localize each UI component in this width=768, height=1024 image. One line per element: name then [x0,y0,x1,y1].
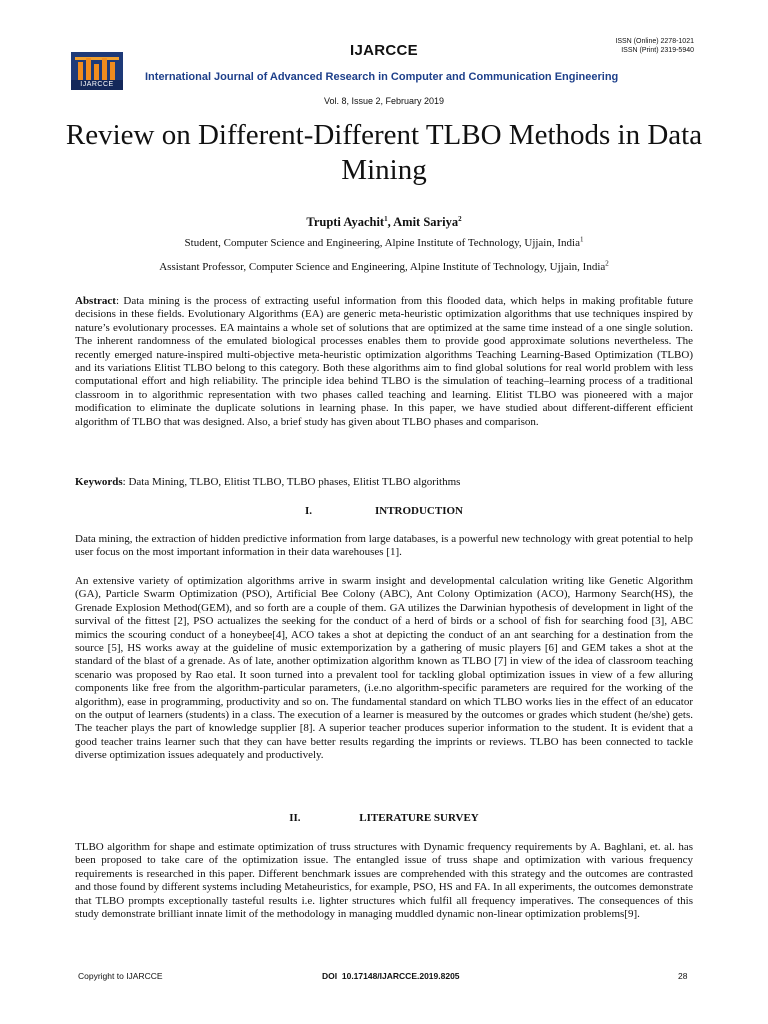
footer-copyright: Copyright to IJARCCE [78,971,163,981]
issn-print: ISSN (Print) 2319-5940 [621,47,694,54]
abstract-label: Abstract [75,295,116,307]
section-heading [75,812,693,824]
doi-value: 10.17148/IJARCCE.2019.8205 [341,971,460,981]
footer-doi [322,971,460,981]
logo-bar [110,62,115,80]
body-paragraph: TLBO algorithm for shape and estimate optimization of truss structures with Dynamic frequency requirements by A. Baghlani, et. al. has been proposed to take care of the optimization issue. The entangled issue of truss shape and optimization with various frequency requirements is researched in this paper. Different benchmark issues are comprehended with this strategy and the outcomes are contrasted and those found by different systems including Metaheuristics, for example, PSO, HS and FA. In all experiments, the outcomes demonstrate that TLBO prompts exceptionally tasteful results i.e. lighter structures which fulfil all frequency imperatives. The consequences of this study demonstrate brilliant innate limit of the methodology in managing muddled dynamic non-linear optimization problems[9]. [75,841,693,921]
logo-bar [78,62,83,80]
journal-abbreviation: IJARCCE [350,42,418,59]
author-line [0,215,768,230]
issn-block [615,37,694,55]
keywords-text: : Data Mining, TLBO, Elitist TLBO, TLBO phases, Elitist TLBO algorithms [122,476,461,488]
paper-title: Review on Different-Different TLBO Methods in Data Mining [65,119,703,186]
affiliation-text: Student, Computer Science and Engineering, Alpine Institute of Technology, Ujjain, India [184,237,580,249]
logo-text: IJARCCE [71,80,123,90]
affiliation-superscript: 1 [579,235,584,244]
keywords-label: Keywords [75,476,123,488]
volume-issue: Vol. 8, Issue 2, February 2019 [323,96,445,106]
keywords-paragraph [75,476,693,489]
author-separator: , [387,215,394,229]
section-number: I. [304,505,313,517]
author-superscript: 1 [384,214,388,223]
logo-bar [102,58,107,80]
journal-name: International Journal of Advanced Research in Computer and Communication Engineering [145,71,619,83]
body-paragraph: Data mining, the extraction of hidden predictive information from large databases, is a powerful new technology with great potential to help user focus on the most important information in their data warehouses [1]. [75,533,693,559]
section-title: INTRODUCTION [374,505,463,517]
section-title: LITERATURE SURVEY [359,812,479,824]
page-number: 28 [678,971,688,981]
author-name: Amit Sariya [393,215,459,229]
issn-online: ISSN (Online) 2278-1021 [615,38,694,45]
logo-bar [86,58,91,80]
body-paragraph: An extensive variety of optimization algorithms arrive in swarm insight and developmental calculation writing like Genetic Algorithm (GA), Particle Swarm Optimization (PSO), Artificial Bee Colony (ABC), Ant Colony Optimization (ACO), Harmony Search(HS), the Grenade Explosion Method(GEM), and so forth are a couple of them. GA utilizes the Darwinian hypothesis of development in light of the survival of the fittest [2], PSO actualizes the seeking for the conduct of a herd of birds or a school of fish for searching food [3], ABC mimics the scouring conduct of a honeybee[4], ACO takes a shot at depicting the conduct of an ant searching for a destination from the source [5], HS works away at the guideline of music extemporization by a gathering of music players [6] and GEM takes a shot at the standard of the blast of a grenade. As of late, another optimization algorithm known as TLBO [7] in view of the idea of classroom teaching scenario was proposed by Rao etal. It soon turned into a prevalent tool for tackling global optimization issues in view of a few alluring components like free from the algorithm-particular parameters, (i.e.no algorithm-specific parameters are required for the working of the algorithm), ease in programming, productivity and so on. The fundamental standard on which TLBO works lies in the effect of an educator on the output of learners (students) in a class. The execution of a learner is measured by the outcomes or grades which student (he/she) gets. The teacher plays the part of knowledge supplier [8]. A superior teacher produces superior information to the student. It is evident that a good teacher trains learner such that they can have better results regarding the imprints or reviews. TLBO has been connected to tackle diverse optimization issues adequately and productively. [75,575,693,762]
author-superscript: 2 [458,214,462,223]
abstract-text: : Data mining is the process of extracting useful information from this flooded data, which helps in making profitable future decisions in these fields. Evolutionary Algorithms (EA) are generic meta-heuristic optimization algorithms that use techniques inspired by nature’s evolutionary processes. EA maintains a whole set of solutions that are optimized at the same time instead of a one single solution. The inherent randomness of the emulated biological processes enables them to provide good approximate solutions nevertheless. The recently emerged nature-inspired multi-objective meta-heuristic optimization algorithms Teaching Learning-Based Optimization (TLBO) and its variations Elitist TLBO belong to this category. Both these algorithms aim to find global solutions for real world problem with less computational effort and high reliability. The principle idea behind TLBO is the simulation of teaching–learning process of a traditional classroom in to algorithmic representation with two phases called teaching and learning. Elitist TLBO was pioneered with a major modification to eliminate the duplicate solutions in learning phase. In this paper, we have studied about different-different efficient algorithm of TLBO that was designed. Also, a brief study has given about TLBO phases and comparison. [75,295,693,428]
doi-label: DOI [322,971,338,981]
logo-bar [94,64,99,80]
section-number: II. [289,812,301,824]
affiliation-line [0,261,768,273]
affiliation-superscript: 2 [605,259,609,268]
author-name: Trupti Ayachit [306,215,385,229]
abstract-paragraph [75,295,693,429]
section-heading [75,505,693,517]
affiliation-line [0,237,768,249]
affiliation-text: Assistant Professor, Computer Science and Engineering, Alpine Institute of Technology, Ujjain, India [159,261,606,273]
